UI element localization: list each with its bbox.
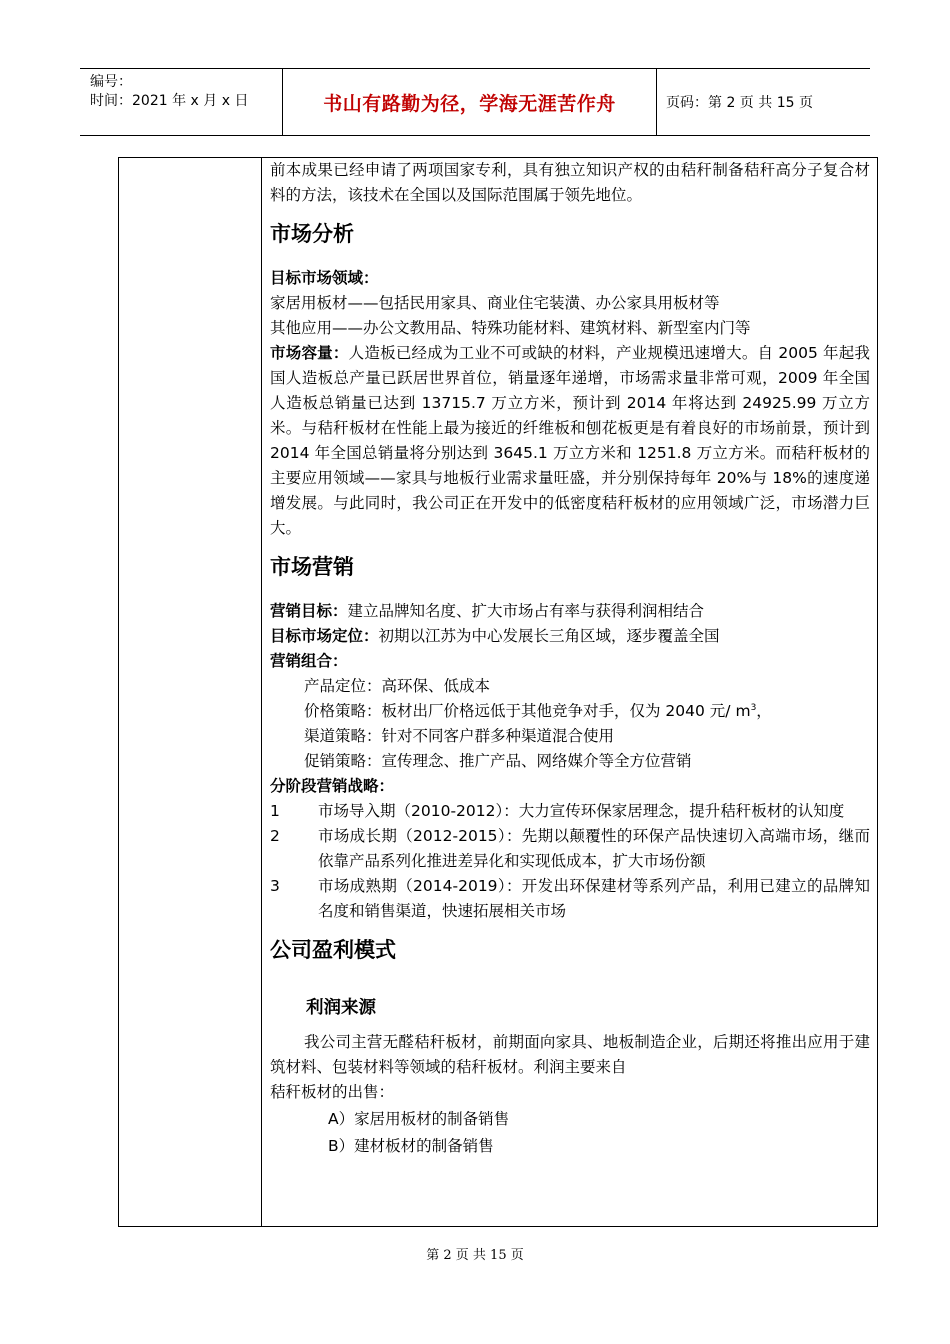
profit-item: B）建材板材的制备销售	[328, 1137, 494, 1155]
marketing-goal	[270, 599, 870, 624]
page-footer: 第 2 页 共 15 页	[426, 1248, 524, 1263]
price-strategy-tail: ，	[756, 702, 772, 720]
intro-paragraph: 前本成果已经申请了两项国家专利，具有独立知识产权的由秸秆制备秸秆高分子复合材料的方法，该技术在全国以及国际范围属于领先地位。	[270, 161, 870, 204]
list-number: 1	[270, 802, 280, 820]
number-label: 编号：	[90, 74, 132, 90]
marketing-mix-item: 产品定位：高环保、低成本	[304, 677, 491, 695]
marketing-goal-label: 营销目标：	[270, 602, 348, 620]
list-item	[270, 799, 870, 824]
list-text: 市场成长期（2012-2015）：先期以颠覆性的环保产品快速切入高端市场，继而依靠产品系列化推进差异化和实现低成本，扩大市场份额	[318, 827, 870, 870]
header-divider	[656, 69, 657, 135]
list-number: 2	[270, 827, 280, 845]
target-market-line: 其他应用——办公文教用品、特殊功能材料、建筑材料、新型室内门等	[270, 319, 751, 337]
time-label: 时间：2021 年 x 月 x 日	[90, 93, 249, 109]
market-capacity-label: 市场容量：	[270, 344, 349, 362]
profit-paragraph-continued: 秸秆板材的出售：	[270, 1083, 395, 1101]
list-item	[270, 874, 870, 924]
price-strategy-text: 价格策略：板材出厂价格远低于其他竞争对手，仅为 2040 元/ m	[304, 702, 751, 720]
market-capacity-text: 人造板已经成为工业不可或缺的材料，产业规模迅速增大。自 2005 年起我国人造板总产量已跃居世界首位，销量逐年递增，市场需求量非常可观，2009 年全国人造板总销量已达到 13715.7 万立方米，预计到 2014 年将达到 24925.99 万立方米。与秸秆板材在性能上最为接近的纤维板和刨花板更是有着良好的市场前景，预计到 2014 年全国总销量将分别达到 3645.1 万立方米和 1251.8 万立方米。而秸秆板材的主要应用领域——家具与地板行业需求量旺盛，并分别保持每年 20%与 18%的速度递增发展。与此同时，我公司正在开发中的低密度秸秆板材的应用领域广泛，市场潜力巨大。	[270, 344, 870, 537]
column-divider	[261, 157, 262, 1227]
cubic-superscript: 3	[750, 702, 757, 713]
market-position-label: 目标市场定位：	[270, 627, 379, 645]
market-capacity-paragraph	[270, 341, 870, 541]
header-motto: 书山有路勤为径，学海无涯苦作舟	[323, 92, 616, 115]
marketing-mix-item: 渠道策略：针对不同客户群多种渠道混合使用	[304, 727, 615, 745]
market-position-text: 初期以江苏为中心发展长三角区域，逐步覆盖全国	[378, 627, 720, 645]
header-page-label: 页码：第 2 页 共 15 页	[666, 95, 813, 111]
profit-paragraph: 我公司主营无醛秸秆板材，前期面向家具、地板制造企业，后期还将推出应用于建筑材料、包装材料等领域的秸秆板材。利润主要来自	[270, 1033, 870, 1076]
marketing-mix-label: 营销组合：	[270, 652, 348, 670]
left-dashed-column	[118, 157, 262, 1227]
section-title-marketing: 市场营销	[270, 555, 354, 579]
document-body	[270, 158, 870, 1159]
marketing-goal-text: 建立品牌知名度、扩大市场占有率与获得利润相结合	[347, 602, 705, 620]
list-item	[270, 824, 870, 874]
header-meta	[80, 69, 282, 135]
marketing-mix-item	[270, 699, 870, 724]
list-number: 3	[270, 877, 280, 895]
profit-item: A）家居用板材的制备销售	[328, 1110, 510, 1128]
marketing-mix-item: 促销策略：宣传理念、推广产品、网络媒介等全方位营销	[304, 752, 692, 770]
section-title-market-analysis: 市场分析	[270, 222, 354, 246]
list-text: 市场成熟期（2014-2019）：开发出环保建材等系列产品，利用已建立的品牌知名度和销售渠道，快速拓展相关市场	[318, 877, 870, 920]
target-market-line: 家居用板材——包括民用家具、商业住宅装潢、办公家具用板材等	[270, 294, 720, 312]
page-header	[80, 68, 870, 136]
target-market-label: 目标市场领域：	[270, 269, 379, 287]
stage-strategy-label: 分阶段营销战略：	[270, 777, 395, 795]
subsection-title-profit-source: 利润来源	[306, 998, 376, 1018]
section-title-profit-model: 公司盈利模式	[270, 938, 396, 962]
market-position	[270, 624, 870, 649]
list-text: 市场导入期（2010-2012）：大力宣传环保家居理念，提升秸秆板材的认知度	[318, 802, 845, 820]
